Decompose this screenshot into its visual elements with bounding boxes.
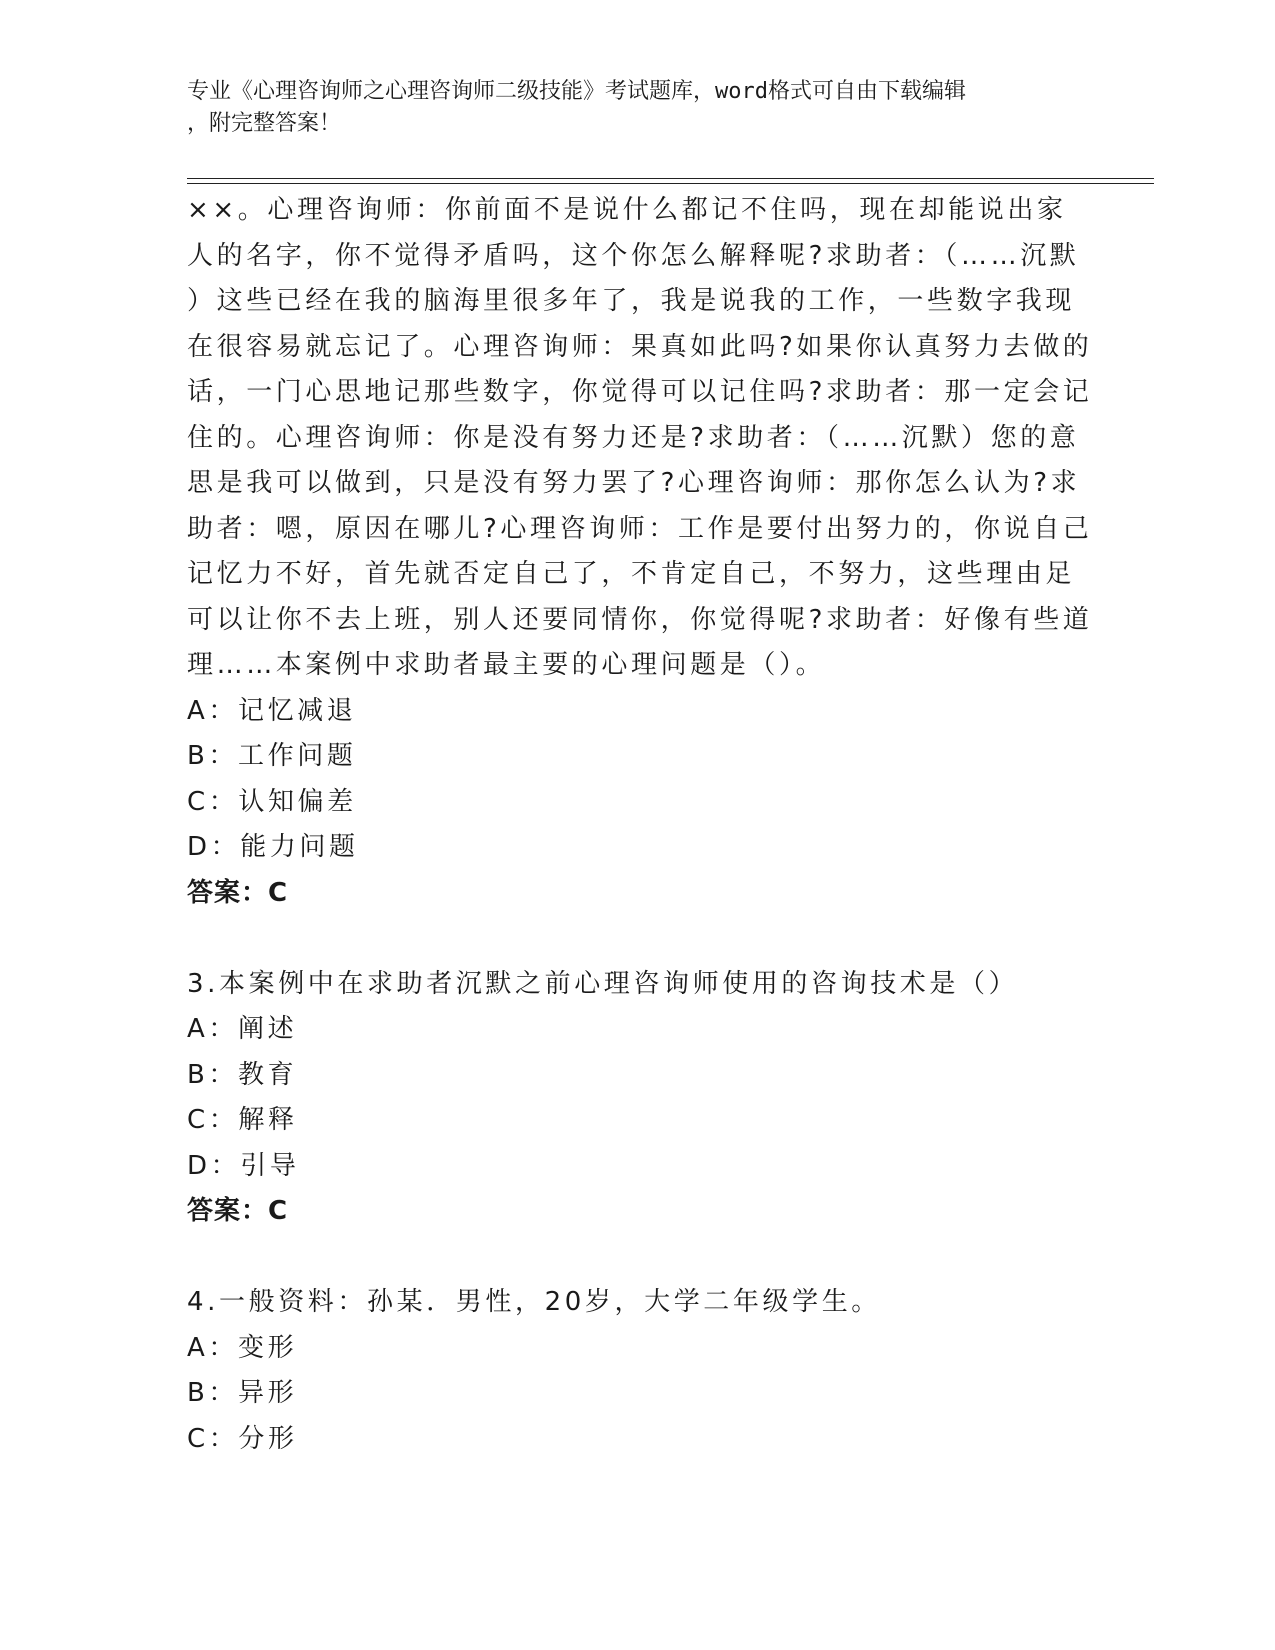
question-2-passage: [187, 188, 1093, 689]
option-b: B：教育: [187, 1059, 298, 1090]
spacer: [187, 1235, 1087, 1281]
passage-line: 可以让你不去上班，别人还要同情你，你觉得呢?求助者：好像有些道: [187, 604, 1093, 635]
option-a: A：记忆减退: [187, 695, 357, 726]
header-divider-top: [187, 178, 1154, 179]
option-c: C：认知偏差: [187, 786, 357, 817]
passage-line: 思是我可以做到，只是没有努力罢了?心理咨询师：那你怎么认为?求: [187, 468, 1081, 498]
passage-line: 理……本案例中求助者最主要的心理问题是（）。: [187, 650, 826, 680]
passage-line: 记忆力不好，首先就否定自己了，不肯定自己，不努力，这些理由足: [187, 559, 1076, 589]
option-d: D：引导: [187, 1150, 300, 1181]
passage-line: 人的名字，你不觉得矛盾吗，这个你怎么解释呢?求助者：（……沉默: [187, 240, 1080, 271]
passage-line: 住的。心理咨询师：你是没有努力还是?求助者：（……沉默）您的意: [187, 422, 1080, 453]
option-b: B：异形: [187, 1378, 298, 1408]
spacer: [187, 916, 1087, 962]
passage-line: 助者：嗯，原因在哪儿?心理咨询师：工作是要付出努力的，你说自己: [187, 513, 1093, 544]
option-a: A：变形: [187, 1332, 298, 1363]
passage-line: 在很容易就忘记了。心理咨询师：果真如此吗?如果你认真努力去做的: [187, 331, 1093, 362]
header-line-2: ，附完整答案！: [187, 111, 342, 136]
option-b: B：工作问题: [187, 741, 357, 771]
option-c: C：分形: [187, 1423, 298, 1454]
passage-line: 话，一门心思地记那些数字，你觉得可以记住吗?求助者：那一定会记: [187, 377, 1093, 407]
document-body: [187, 188, 1093, 1462]
answer: 答案：C: [187, 1196, 289, 1226]
option-a: A：阐述: [187, 1014, 298, 1044]
option-d: D：能力问题: [187, 832, 359, 862]
header-divider-bottom: [187, 183, 1154, 184]
header-line-1: 专业《心理咨询师之心理咨询师二级技能》考试题库，word格式可自由下载编辑: [187, 79, 966, 104]
passage-line: ）这些已经在我的脑海里很多年了，我是说我的工作，一些数字我现: [187, 286, 1076, 316]
document-header: [187, 76, 1067, 140]
question-4: 4.一般资料：孙某．男性，20岁，大学二年级学生。: [187, 1287, 881, 1317]
question-3: 3.本案例中在求助者沉默之前心理咨询师使用的咨询技术是（）: [187, 968, 1019, 999]
answer: 答案：C: [187, 877, 289, 908]
passage-line: ××。心理咨询师：你前面不是说什么都记不住吗，现在却能说出家: [187, 195, 1067, 225]
option-c: C：解释: [187, 1105, 298, 1135]
